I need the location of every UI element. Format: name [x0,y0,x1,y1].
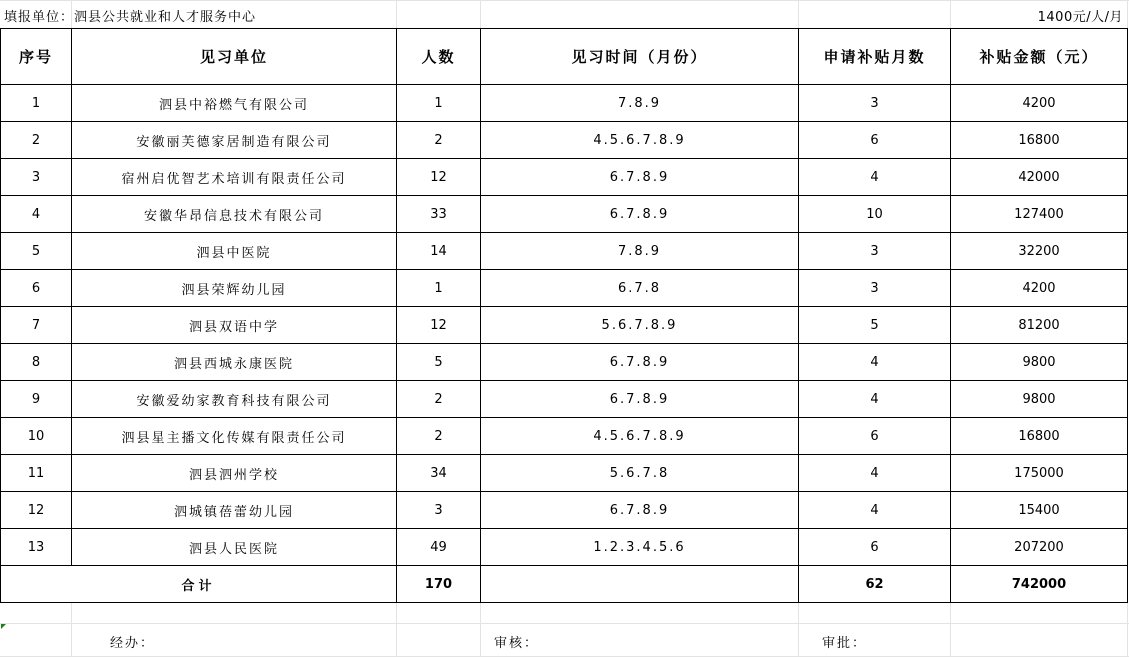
months-cell[interactable]: 1.2.3.4.5.6 [481,529,799,566]
seq-cell[interactable]: 1 [1,85,72,122]
seq-cell[interactable]: 12 [1,492,72,529]
reporting-unit-label: 填报单位：泗县公共就业和人才服务中心 [4,10,257,25]
reviewer-label: 审核： [494,636,540,651]
org-cell[interactable]: 泗县人民医院 [72,529,397,566]
table-row [1,307,1128,344]
amount-cell[interactable]: 32200 [951,233,1128,270]
seq-cell[interactable]: 2 [1,122,72,159]
months-cell[interactable]: 4.5.6.7.8.9 [481,122,799,159]
people-cell[interactable]: 1 [397,85,481,122]
signature-row [0,624,1129,657]
amount-cell[interactable]: 127400 [951,196,1128,233]
amount-cell[interactable]: 4200 [951,85,1128,122]
seq-cell[interactable]: 4 [1,196,72,233]
seq-cell[interactable]: 11 [1,455,72,492]
total-row [1,566,1128,603]
handler-label: 经办： [110,636,156,651]
amount-cell[interactable]: 42000 [951,159,1128,196]
subsidy-months-cell[interactable]: 4 [799,344,951,381]
seq-cell[interactable]: 9 [1,381,72,418]
table-row [1,122,1128,159]
months-cell[interactable]: 6.7.8.9 [481,344,799,381]
months-cell[interactable]: 5.6.7.8.9 [481,307,799,344]
table-row [1,381,1128,418]
total-subsidy-months-cell[interactable]: 62 [799,566,951,603]
total-months-cell[interactable] [481,566,799,603]
months-cell[interactable]: 4.5.6.7.8.9 [481,418,799,455]
org-cell[interactable]: 安徽丽芙德家居制造有限公司 [72,122,397,159]
subsidy-months-cell[interactable]: 6 [799,529,951,566]
amount-cell[interactable]: 207200 [951,529,1128,566]
subsidy-months-cell[interactable]: 3 [799,270,951,307]
months-cell[interactable]: 6.7.8.9 [481,196,799,233]
seq-cell[interactable]: 10 [1,418,72,455]
org-cell[interactable]: 安徽爱幼家教育科技有限公司 [72,381,397,418]
column-header-people[interactable]: 人数 [397,29,481,85]
seq-cell[interactable]: 5 [1,233,72,270]
column-header-months[interactable]: 见习时间（月份） [481,29,799,85]
org-cell[interactable]: 泗县中医院 [72,233,397,270]
months-cell[interactable]: 5.6.7.8 [481,455,799,492]
column-header-seq[interactable]: 序号 [1,29,72,85]
subsidy-rate-label: 1400元/人/月 [1037,10,1123,25]
months-cell[interactable]: 6.7.8.9 [481,381,799,418]
subsidy-months-cell[interactable]: 4 [799,381,951,418]
subsidy-months-cell[interactable]: 6 [799,122,951,159]
seq-cell[interactable]: 13 [1,529,72,566]
people-cell[interactable]: 14 [397,233,481,270]
people-cell[interactable]: 12 [397,307,481,344]
org-cell[interactable]: 宿州启优智艺术培训有限责任公司 [72,159,397,196]
seq-cell[interactable]: 8 [1,344,72,381]
amount-cell[interactable]: 4200 [951,270,1128,307]
amount-cell[interactable]: 9800 [951,381,1128,418]
approver-label: 审批： [822,636,868,651]
amount-cell[interactable]: 81200 [951,307,1128,344]
table-row [1,85,1128,122]
subsidy-months-cell[interactable]: 10 [799,196,951,233]
subsidy-months-cell[interactable]: 3 [799,233,951,270]
table-row [1,529,1128,566]
months-cell[interactable]: 6.7.8 [481,270,799,307]
people-cell[interactable]: 2 [397,418,481,455]
people-cell[interactable]: 34 [397,455,481,492]
seq-cell[interactable]: 3 [1,159,72,196]
subsidy-months-cell[interactable]: 4 [799,159,951,196]
subsidy-months-cell[interactable]: 4 [799,455,951,492]
people-cell[interactable]: 12 [397,159,481,196]
amount-cell[interactable]: 16800 [951,418,1128,455]
subsidy-table [0,28,1128,603]
table-row [1,418,1128,455]
org-cell[interactable]: 泗县泗州学校 [72,455,397,492]
column-header-subsidy-months[interactable]: 申请补贴月数 [799,29,951,85]
total-amount-cell[interactable]: 742000 [951,566,1128,603]
amount-cell[interactable]: 16800 [951,122,1128,159]
people-cell[interactable]: 2 [397,122,481,159]
table-row [1,196,1128,233]
table-row [1,492,1128,529]
org-cell[interactable]: 泗城镇蓓蕾幼儿园 [72,492,397,529]
subsidy-months-cell[interactable]: 4 [799,492,951,529]
total-people-cell[interactable]: 170 [397,566,481,603]
amount-cell[interactable]: 175000 [951,455,1128,492]
table-row [1,270,1128,307]
people-cell[interactable]: 5 [397,344,481,381]
months-cell[interactable]: 7.8.9 [481,85,799,122]
people-cell[interactable]: 33 [397,196,481,233]
people-cell[interactable]: 3 [397,492,481,529]
seq-cell[interactable]: 7 [1,307,72,344]
org-cell[interactable]: 泗县星主播文化传媒有限责任公司 [72,418,397,455]
people-cell[interactable]: 2 [397,381,481,418]
org-cell[interactable]: 泗县双语中学 [72,307,397,344]
header-row [0,0,1129,29]
column-header-org[interactable]: 见习单位 [72,29,397,85]
org-cell[interactable]: 泗县荣辉幼儿园 [72,270,397,307]
total-label-cell[interactable]: 合计 [1,566,397,603]
org-cell[interactable]: 泗县西城永康医院 [72,344,397,381]
table-header-row [1,29,1128,85]
table-row [1,159,1128,196]
table-row [1,344,1128,381]
amount-cell[interactable]: 9800 [951,344,1128,381]
months-cell[interactable]: 7.8.9 [481,233,799,270]
column-header-amount[interactable]: 补贴金额（元） [951,29,1128,85]
amount-cell[interactable]: 15400 [951,492,1128,529]
subsidy-months-cell[interactable]: 6 [799,418,951,455]
months-cell[interactable]: 6.7.8.9 [481,492,799,529]
people-cell[interactable]: 1 [397,270,481,307]
people-cell[interactable]: 49 [397,529,481,566]
org-cell[interactable]: 泗县中裕燃气有限公司 [72,85,397,122]
table-row [1,455,1128,492]
org-cell[interactable]: 安徽华昂信息技术有限公司 [72,196,397,233]
seq-cell[interactable]: 6 [1,270,72,307]
months-cell[interactable]: 6.7.8.9 [481,159,799,196]
subsidy-months-cell[interactable]: 5 [799,307,951,344]
table-row [1,233,1128,270]
subsidy-months-cell[interactable]: 3 [799,85,951,122]
